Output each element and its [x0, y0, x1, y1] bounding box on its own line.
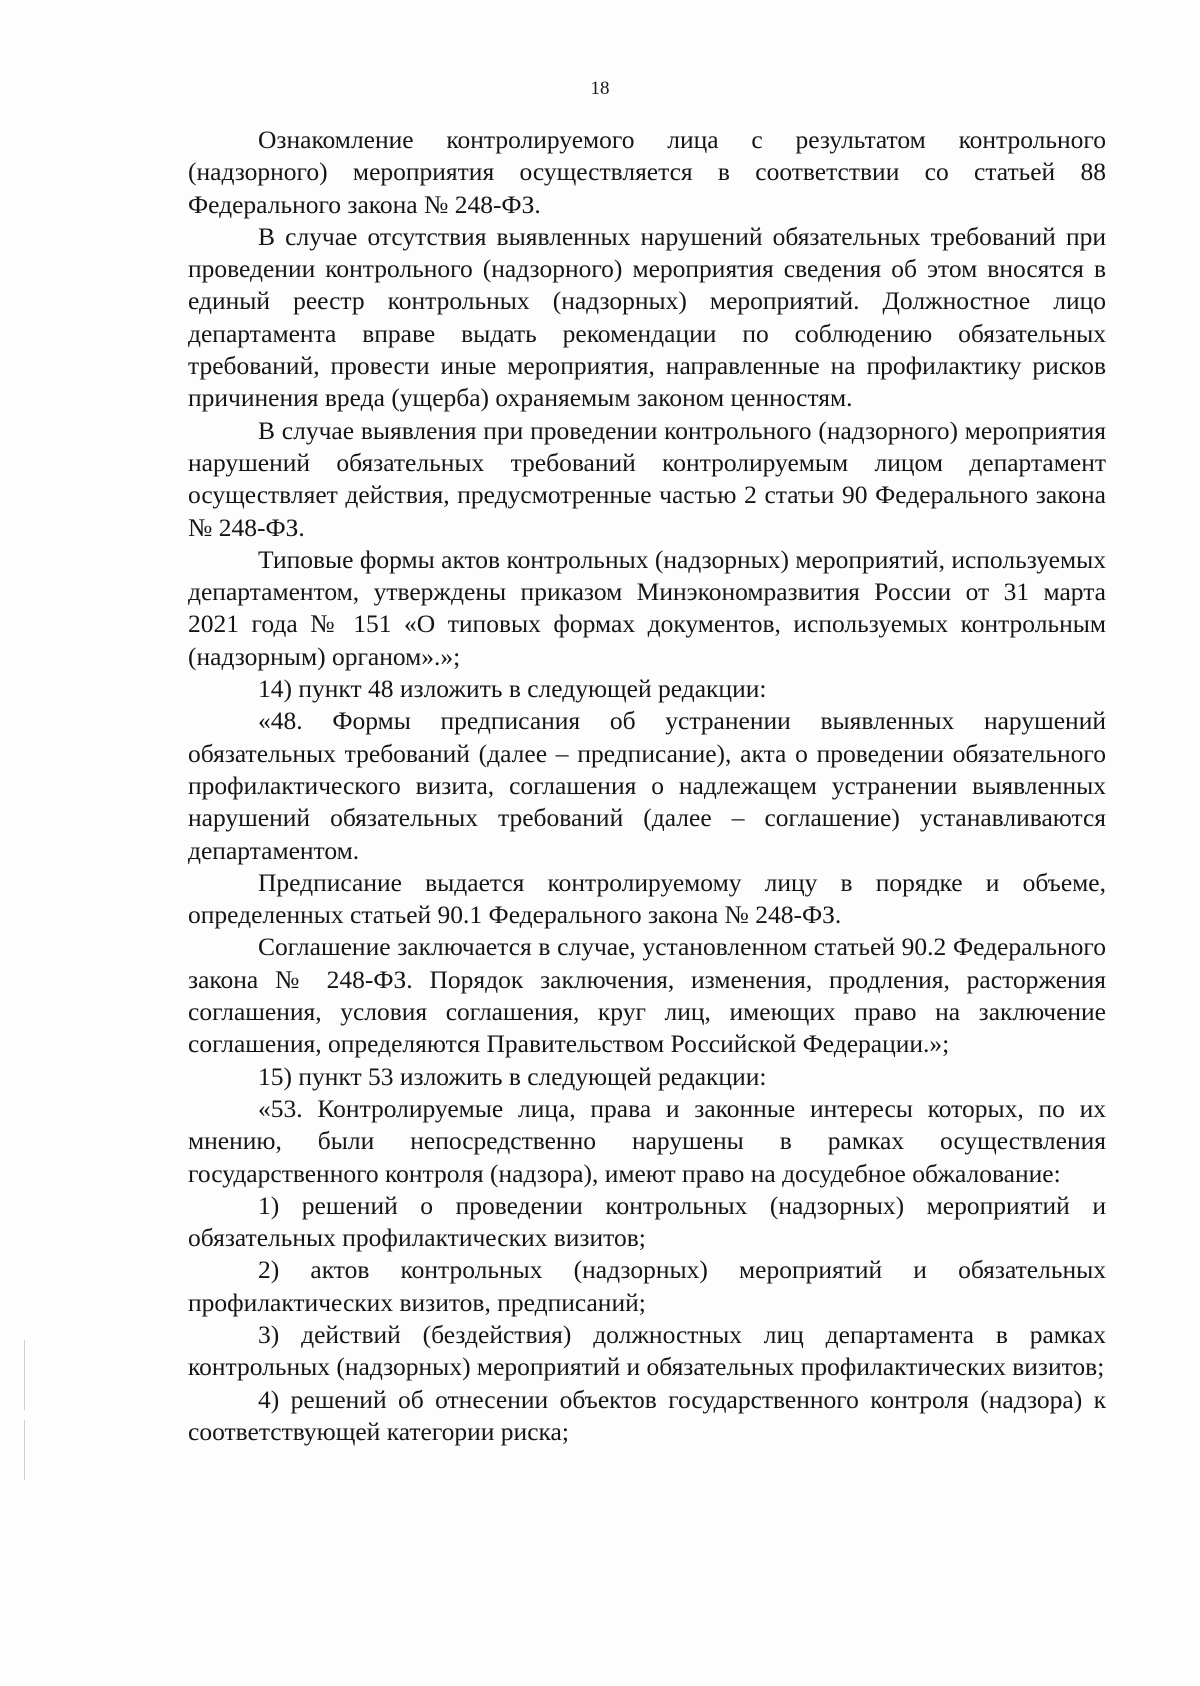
paragraph: Предписание выдается контролируемому лицу в порядке и объеме, определенных статьей 90.1 Федерального закона № 248-ФЗ.: [188, 867, 1106, 930]
paragraph: В случае выявления при проведении контрольного (надзорного) мероприятия нарушений обязательных требований контролируемым лицом департамент осуществляет действия, предусмотренные частью 2 статьи 90 Федерального закона № 248-ФЗ.: [188, 415, 1106, 542]
paragraph: 3) действий (бездействия) должностных лиц департамента в рамках контрольных (надзорных) мероприятий и обязательных профилактических визитов;: [188, 1319, 1106, 1382]
scan-artifact: [24, 1420, 25, 1480]
page-number: 18: [590, 78, 610, 99]
paragraph: В случае отсутствия выявленных нарушений обязательных требований при проведении контрольного (надзорного) мероприятия сведения об этом вносятся в единый реестр контрольных (надзорных) мероприятий. Должностное лицо департамента вправе выдать рекомендации по соблюдению обязательных требований, провести иные мероприятия, направленные на профилактику рисков причинения вреда (ущерба) охраняемым законом ценностям.: [188, 221, 1106, 413]
paragraph: Типовые формы актов контрольных (надзорных) мероприятий, используемых департаментом, утверждены приказом Минэкономразвития России от 31 марта 2021 года № 151 «О типовых формах документов, используемых контрольным (надзорным) органом».»;: [188, 544, 1106, 671]
paragraph: Соглашение заключается в случае, установленном статьей 90.2 Федерального закона № 248-ФЗ. Порядок заключения, изменения, продления, расторжения соглашения, условия соглашения, круг лиц, имеющих право на заключение соглашения, определяются Правительством Российской Федерации.»;: [188, 932, 1106, 1059]
paragraph: «48. Формы предписания об устранении выявленных нарушений обязательных требований (далее – предписание), акта о проведении обязательного профилактического визита, соглашения о надлежащем устранении выявленных нарушений обязательных требований (далее – соглашение) устанавливаются департаментом.: [188, 706, 1106, 865]
document-body: [188, 124, 1106, 1448]
paragraph: 4) решений об отнесении объектов государственного контроля (надзора) к соответствующей категории риска;: [188, 1384, 1106, 1446]
paragraph: 14) пункт 48 изложить в следующей редакции:: [258, 674, 767, 704]
paragraph: 1) решений о проведении контрольных (надзорных) мероприятий и обязательных профилактических визитов;: [188, 1190, 1106, 1253]
paragraph: 15) пункт 53 изложить в следующей редакции:: [258, 1061, 767, 1091]
scan-artifact: [24, 1340, 25, 1410]
paragraph: «53. Контролируемые лица, права и законные интересы которых, по их мнению, были непосредственно нарушены в рамках осуществления государственного контроля (надзора), имеют право на досудебное обжалование:: [188, 1093, 1106, 1188]
paragraph: 2) актов контрольных (надзорных) мероприятий и обязательных профилактических визитов, предписаний;: [188, 1255, 1106, 1317]
paragraph: Ознакомление контролируемого лица с результатом контрольного (надзорного) мероприятия осуществляется в соответствии со статьей 88 Федерального закона № 248-ФЗ.: [188, 125, 1106, 219]
